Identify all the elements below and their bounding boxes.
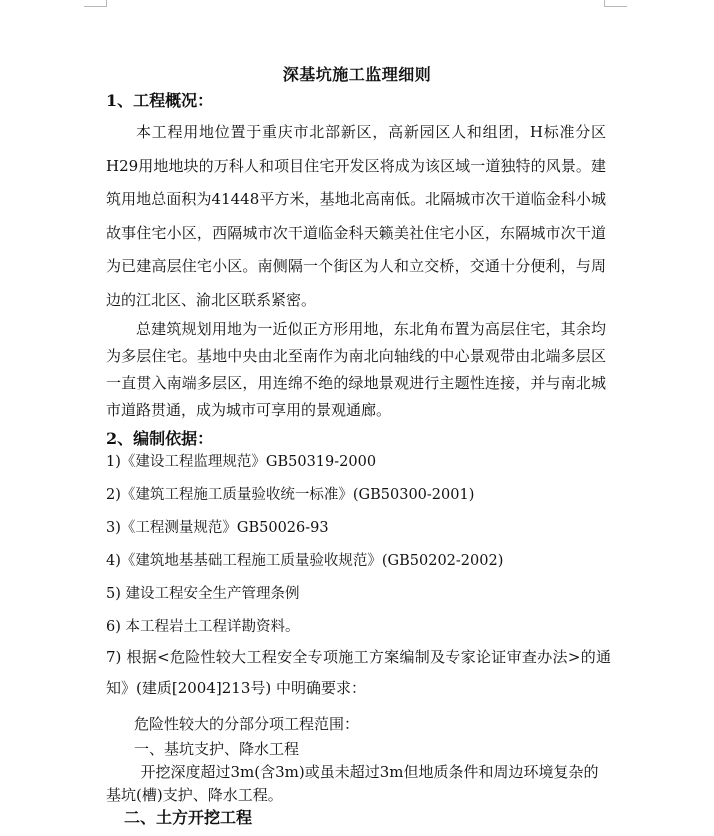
subsection-2-heading: 二、土方开挖工程 (124, 808, 253, 827)
section2-heading: 2、编制依据： (106, 429, 214, 448)
reference-item-6: 6) 本工程岩土工程详勘资料。 (106, 619, 300, 635)
crop-mark-right (604, 0, 627, 7)
reference-item-4: 4)《建筑地基基础工程施工质量验收规范》(GB50202-2002) (106, 553, 504, 569)
reference-item-7: 7) 根据<危险性较大工程安全专项施工方案编制及专家论证审查办法>的通知》(建质[2004]213号) 中明确要求： (106, 648, 611, 697)
section1-heading: 1、工程概况： (106, 91, 214, 110)
scope-intro: 危险性较大的分部分项工程范围： (134, 715, 360, 733)
subsection-1-heading: 一、基坑支护、降水工程 (134, 740, 300, 758)
reference-item-2: 2)《建筑工程施工质量验收统一标准》(GB50300-2001) (106, 487, 475, 503)
reference-item-1: 1)《建设工程监理规范》GB50319-2000 (106, 454, 377, 470)
reference-item-3: 3)《工程测量规范》GB50026-93 (106, 520, 329, 536)
subsection-1-text: 开挖深度超过3m(含3m)或虽未超过3m但地质条件和周边环境复杂的基坑(槽)支护、降水工程。 (106, 763, 599, 804)
document-title: 深基坑施工监理细则 (282, 65, 432, 84)
crop-mark-left (84, 0, 107, 7)
section1-paragraph-2: 总建筑规划用地为一近似正方形用地，东北角布置为高层住宅，其余均为多层住宅。基地中央由北至南作为南北向轴线的中心景观带由北端多层区一直贯入南端多层区，用连绵不绝的绿地景观进行主题性连接，并与南北城市道路贯通，成为城市可享用的景观通廊。 (106, 320, 606, 419)
reference-item-5: 5) 建设工程安全生产管理条例 (106, 586, 300, 602)
section1-paragraph-1: 本工程用地位置于重庆市北部新区，高新园区人和组团，H标准分区H29用地地块的万科人和项目住宅开发区将成为该区域一道独特的风景。建筑用地总面积为41448平方米，基地北高南低。北隔城市次干道临金科小城故事住宅小区，西隔城市次干道临金科天籁美社住宅小区，东隔城市次干道为已建高层住宅小区。南侧隔一个街区为人和立交桥，交通十分便利，与周边的江北区、渝北区联系紧密。 (106, 123, 606, 309)
